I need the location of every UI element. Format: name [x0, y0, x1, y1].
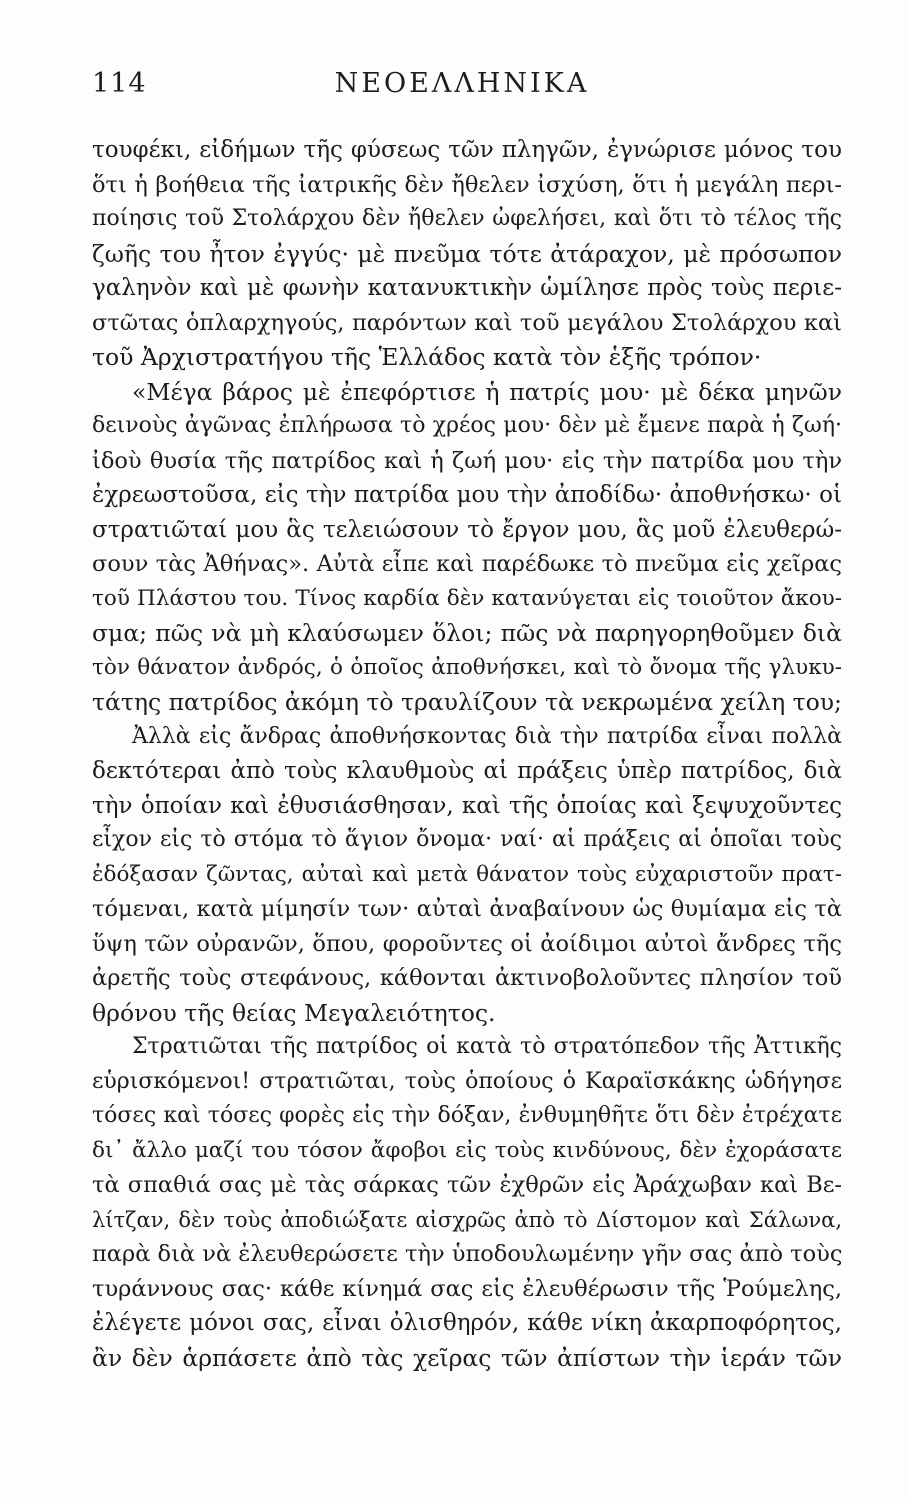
text-line: Ἀλλὰ εἰς ἄνδρας ἀποθνήσκοντας διὰ τὴν πατρίδα εἶναι πολλὰ — [132, 723, 842, 749]
text-line: ἀρετῆς τοὺς στεφάνους, κάθονται ἀκτινοβολοῦντες πλησίον τοῦ — [92, 965, 842, 991]
page-number: 114 — [92, 68, 147, 99]
text-line: δεκτότεραι ἀπὸ τοὺς κλαυθμοὺς αἱ πράξεις ὑπὲρ πατρίδος, διὰ — [92, 758, 842, 784]
text-line: ἰδοὺ θυσία τῆς πατρίδος καὶ ἡ ζωή μου· εἰς τὴν πατρίδα μου τὴν — [92, 447, 842, 474]
text-line: ζωῆς του ἦτον ἐγγύς· μὲ πνεῦμα τότε ἀτάραχον, μὲ πρόσωπον — [92, 239, 842, 268]
text-line: σουν τὰς Ἀθήνας». Αὐτὰ εἶπε καὶ παρέδωκε τὸ πνεῦμα εἰς χεῖρας — [92, 551, 842, 577]
text-line: τοῦ Ἀρχιστρατήγου τῆς Ἑλλάδος κατὰ τὸν ἑξῆς τρόπον· — [92, 343, 762, 371]
book-title: ΝΕΟΕΛΛΗΝΙΚΑ — [334, 68, 590, 99]
text-line: τουφέκι, εἰδήμων τῆς φύσεως τῶν πληγῶν, ἐγνώρισε μόνος του — [92, 137, 842, 163]
text-line: ἐδόξασαν ζῶντας, αὐταὶ καὶ μετὰ θάνατον τοὺς εὐχαριστοῦν πρατ- — [92, 861, 842, 887]
text-line: γαληνὸν καὶ μὲ φωνὴν κατανυκτικὴν ὡμίλησε πρὸς τοὺς περιε- — [92, 275, 842, 301]
text-line: τόμεναι, κατὰ μίμησίν των· αὐταὶ ἀναβαίνουν ὡς θυμίαμα εἰς τὰ — [92, 896, 842, 922]
text-line: ποίησις τοῦ Στολάρχου δὲν ἤθελεν ὠφελήσει, καὶ ὅτι τὸ τέλος τῆς — [92, 206, 842, 231]
text-line: τυράννους σας· κάθε κίνημά σας εἰς ἐλευθέρωσιν τῆς Ῥούμελης, — [92, 1275, 842, 1302]
text-line: Στρατιῶται τῆς πατρίδος οἱ κατὰ τὸ στρατόπεδον τῆς Ἀττικῆς — [132, 1034, 842, 1059]
text-line: ἐχρεωστοῦσα, εἰς τὴν πατρίδα μου τὴν ἀποδίδω· ἀποθνήσκω· οἱ — [92, 482, 842, 508]
text-line: εἶχον εἰς τὸ στόμα τὸ ἅγιον ὄνομα· ναί· αἱ πράξεις αἱ ὁποῖαι τοὺς — [92, 827, 842, 852]
text-line: ὕψη τῶν οὐρανῶν, ὅπου, φοροῦντες οἱ ἀοίδιμοι αὐτοὶ ἄνδρες τῆς — [92, 930, 842, 957]
text-line: στῶτας ὁπλαρχηγούς, παρόντων καὶ τοῦ μεγάλου Στολάρχου καὶ — [92, 309, 842, 336]
text-line: τὸν θάνατον ἀνδρός, ὁ ὁποῖος ἀποθνήσκει, καὶ τὸ ὄνομα τῆς γλυκυ- — [92, 654, 842, 680]
text-line: λίτζαν, δὲν τοὺς ἀποδιώξατε αἰσχρῶς ἀπὸ τὸ Δίστομον καὶ Σάλωνα, — [92, 1207, 842, 1232]
text-line: τὰ σπαθιά σας μὲ τὰς σάρκας τῶν ἐχθρῶν εἰς Ἀράχωβαν καὶ Βε- — [92, 1172, 842, 1198]
text-line: στρατιῶταί μου ἃς τελειώσουν τὸ ἔργον μου, ἃς μοῦ ἐλευθερώ- — [92, 516, 842, 543]
running-head — [92, 68, 832, 108]
body-text — [92, 133, 842, 1375]
text-line: «Μέγα βάρος μὲ ἐπεφόρτισε ἡ πατρίς μου· μὲ δέκα μηνῶν — [132, 377, 842, 406]
text-line: ἂν δὲν ἁρπάσετε ἀπὸ τὰς χεῖρας τῶν ἀπίστων τὴν ἱεράν τῶν — [92, 1343, 842, 1372]
text-line: εὑρισκόμενοι! στρατιῶται, τοὺς ὁποίους ὁ Καραϊσκάκης ὡδήγησε — [92, 1068, 842, 1094]
text-line: παρὰ διὰ νὰ ἐλευθερώσετε τὴν ὑποδουλωμένην γῆν σας ἀπὸ τοὺς — [92, 1241, 842, 1267]
text-line: τὴν ὁποίαν καὶ ἐθυσιάσθησαν, καὶ τῆς ὁποίας καὶ ξεψυχοῦντες — [92, 792, 842, 819]
text-line: ὅτι ἡ βοήθεια τῆς ἰατρικῆς δὲν ἤθελεν ἰσχύση, ὅτι ἡ μεγάλη περι- — [92, 171, 842, 198]
text-line: τόσες καὶ τόσες φορὲς εἰς τὴν δόξαν, ἐνθυμηθῆτε ὅτι δὲν ἐτρέχατε — [92, 1103, 842, 1128]
text-line: ἐλέγετε μόνοι σας, εἶναι ὀλισθηρόν, κάθε νίκη ἀκαρποφόρητος, — [92, 1310, 842, 1336]
text-line: τάτης πατρίδος ἀκόμη τὸ τραυλίζουν τὰ νεκρωμένα χείλη του; — [92, 688, 842, 716]
text-line: δι᾽ ἄλλο μαζί του τόσον ἄφοβοι εἰς τοὺς κινδύνους, δὲν ἐχοράσατε — [92, 1137, 842, 1163]
text-line: δεινοὺς ἀγῶνας ἐπλήρωσα τὸ χρέος μου· δὲν μὲ ἔμενε παρὰ ἡ ζωή· — [92, 413, 842, 438]
text-line: σμα; πῶς νὰ μὴ κλαύσωμεν ὅλοι; πῶς νὰ παρηγορηθοῦμεν διὰ — [92, 619, 842, 647]
text-line: τοῦ Πλάστου του. Τίνος καρδία δὲν κατανύγεται εἰς τοιοῦτον ἄκου- — [92, 585, 842, 611]
text-line: θρόνου τῆς θείας Μεγαλειότητος. — [92, 998, 496, 1027]
